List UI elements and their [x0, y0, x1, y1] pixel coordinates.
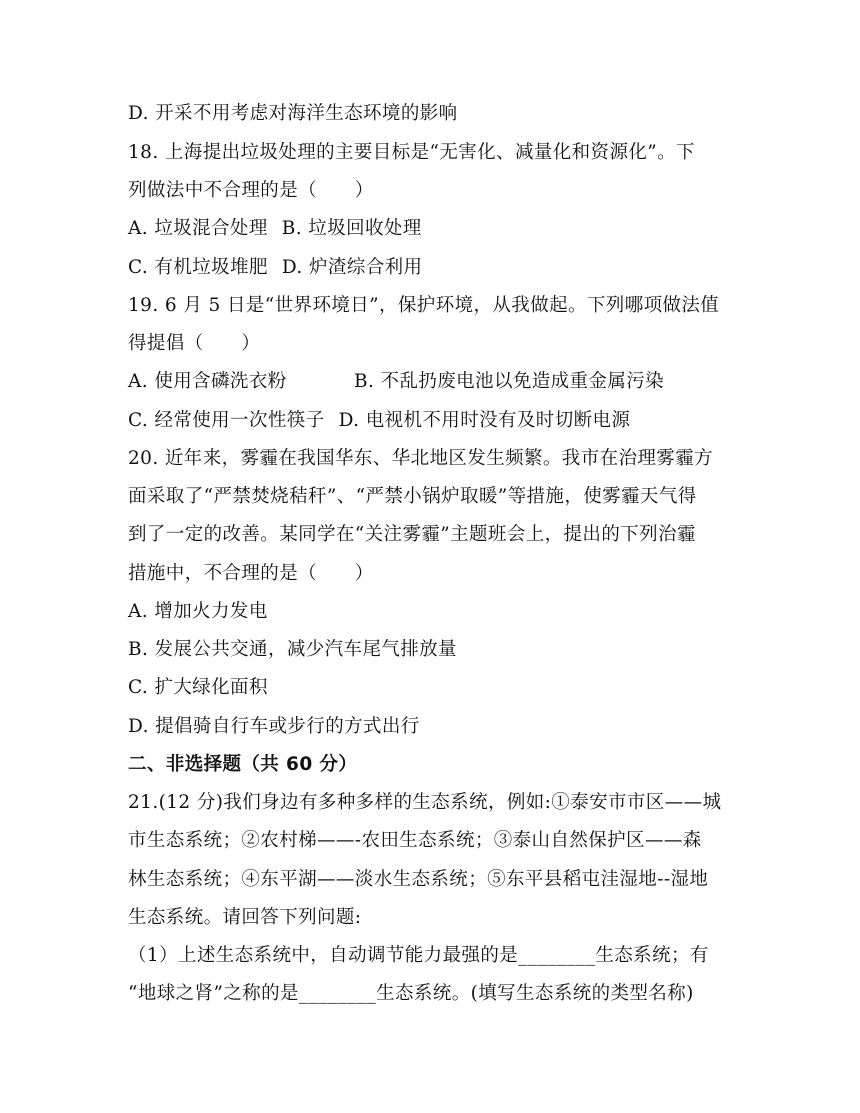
q19-options-ab [128, 369, 740, 395]
q21-sub1-line1: （1）上述生态系统中，自动调节能力最强的是________生态系统；有 [128, 945, 709, 966]
q21-stem-line1: 21.(12 分)我们身边有多种多样的生态系统，例如:①泰安市市区——城 [128, 792, 722, 813]
q19-stem-line1: 19. 6 月 5 日是“世界环境日”，保护环境，从我做起。下列哪项做法值 [128, 295, 720, 316]
section-heading: 二、非选择题（共 60 分） [128, 754, 358, 775]
q20-stem-line4: 措施中，不合理的是（ ） [128, 563, 374, 584]
q21-stem-line3: 林生态系统；④东平湖——淡水生态系统；⑤东平县稻屯洼湿地--湿地 [128, 869, 709, 890]
q19-options-cd [128, 408, 740, 434]
q18-option-d: D. 炉渣综合利用 [281, 257, 423, 278]
q20-option-a: A. 增加火力发电 [128, 601, 268, 622]
q20-option-c: C. 扩大绿化面积 [128, 677, 268, 698]
q18-option-c: C. 有机垃圾堆肥 [128, 257, 268, 278]
q20-stem-line1: 20. 近年来，雾霾在我国华东、华北地区发生频繁。我市在治理雾霾方 [128, 448, 714, 469]
q18-options-cd [128, 255, 740, 281]
q21-sub1-line2: “地球之肾”之称的是________生态系统。(填写生态系统的类型名称) [128, 983, 694, 1004]
q20-option-d: D. 提倡骑自行车或步行的方式出行 [128, 716, 420, 737]
q18-options-ab [128, 216, 740, 242]
q20-stem-line3: 到了一定的改善。某同学在“关注雾霾”主题班会上，提出的下列治霾 [128, 524, 696, 545]
q19-option-a: A. 使用含磷洗衣粉 [128, 371, 287, 392]
q19-option-c: C. 经常使用一次性筷子 [128, 410, 325, 431]
q21-stem-line2: 市生态系统；②农村梯——-农田生态系统；③泰山自然保护区——森 [128, 830, 702, 851]
q21-stem-line4: 生态系统。请回答下列问题: [128, 907, 362, 928]
q20-stem-line2: 面采取了“严禁焚烧秸秆”、“严禁小锅炉取暖”等措施，使雾霾天气得 [128, 486, 697, 507]
q18-stem-line1: 18. 上海提出垃圾处理的主要目标是“无害化、减量化和资源化”。下 [128, 142, 695, 163]
q17-option-d: D. 开采不用考虑对海洋生态环境的影响 [128, 103, 458, 124]
q19-option-b: B. 不乱扔废电池以免造成重金属污染 [354, 371, 665, 392]
q19-stem-line2: 得提倡（ ） [128, 333, 261, 354]
q19-option-d: D. 电视机不用时没有及时切断电源 [338, 410, 631, 431]
q18-stem-line2: 列做法中不合理的是（ ） [128, 180, 374, 201]
q18-option-a: A. 垃圾混合处理 [128, 218, 268, 239]
q20-option-b: B. 发展公共交通，减少汽车尾气排放量 [128, 639, 457, 660]
q18-option-b: B. 垃圾回收处理 [281, 218, 422, 239]
